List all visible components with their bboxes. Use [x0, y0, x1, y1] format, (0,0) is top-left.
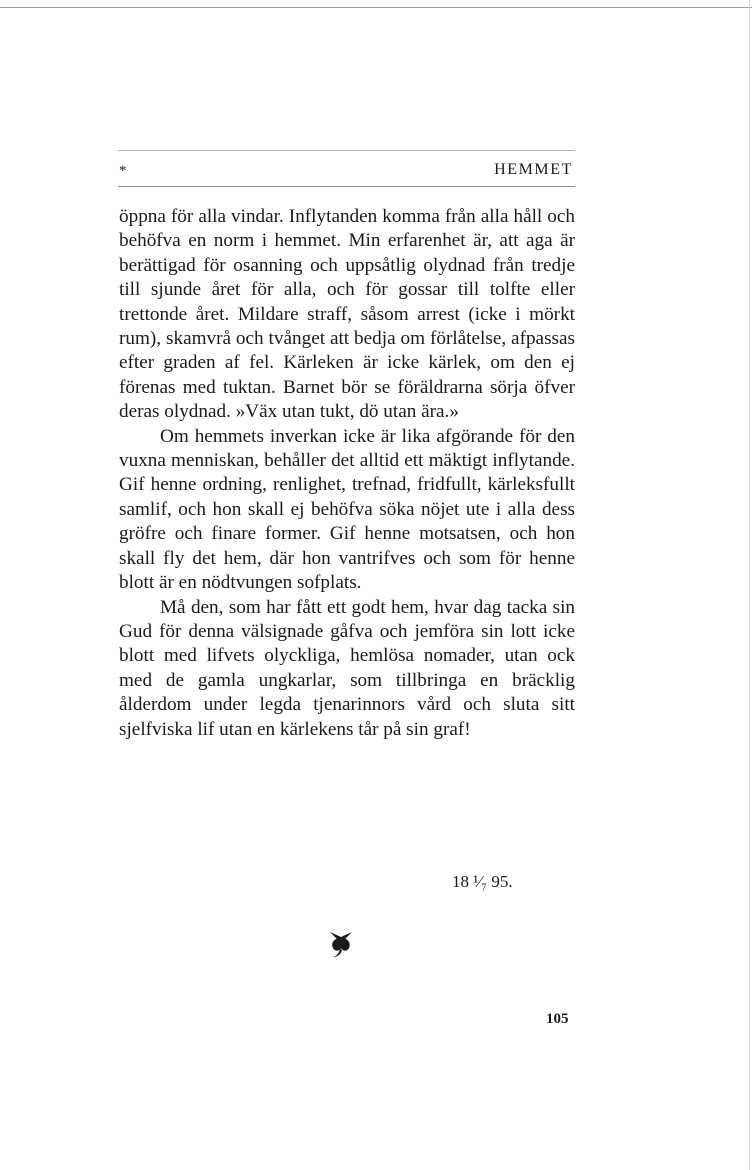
running-head: HEMMET [494, 161, 573, 178]
body-text [119, 205, 575, 742]
scan-edge-line [0, 7, 752, 8]
header-rule-top [118, 150, 575, 151]
header-mark: * [119, 163, 127, 179]
paragraph-3: Må den, som har fått ett godt hem, hvar dag tacka sin Gud för denna välsignade gåfva och jemföra sin lott icke blott med lifvets olyckliga, hemlösa nomader, utan ock med de gamla ungkarlar, som tillbringa en bräcklig ålderdom under legda tjenarinnors vård och sluta sitt sjelfviska lif utan en kärlekens tår på sin graf! [119, 596, 575, 740]
header-rule-bottom [118, 186, 575, 187]
scan-right-edge [749, 0, 750, 1170]
paragraph-2: Om hemmets inverkan icke är lika afgörande för den vuxna menniskan, behåller det alltid ett mäktigt inflytande. Gif henne ordning, renlighet, trefnad, fridfullt, kärleksfullt samlif, och hon skall ej behöfva söka nöjet ute i alla dess gröfre och finare former. Gif henne motsatsen, och hon skall fly det hem, där hon vantrifves och som för henne blott är en nödtvungen sofplats. [119, 425, 575, 594]
fleuron-icon [328, 929, 354, 959]
date-line: 18 ¹⁄₇ 95. [452, 872, 513, 891]
page-number: 105 [546, 1011, 569, 1027]
paragraph-1: öppna för alla vindar. Inflytanden komma från alla håll och behöfva en norm i hemmet. Min erfarenhet är, att aga är berättigad för osanning och uppsåtlig olydnad från tredje till sjunde året för alla, och för gossar till tolfte eller trettonde året. Mildare straff, såsom arrest (icke i mörkt rum), skamvrå och tvånget att bedja om förlåtelse, afpassas efter graden af fel. Kärleken är icke kärlek, om den ej förenas med tuktan. Barnet bör se föräldrarna sörja öfver deras olydnad. »Väx utan tukt, dö utan ära.» [119, 206, 575, 423]
